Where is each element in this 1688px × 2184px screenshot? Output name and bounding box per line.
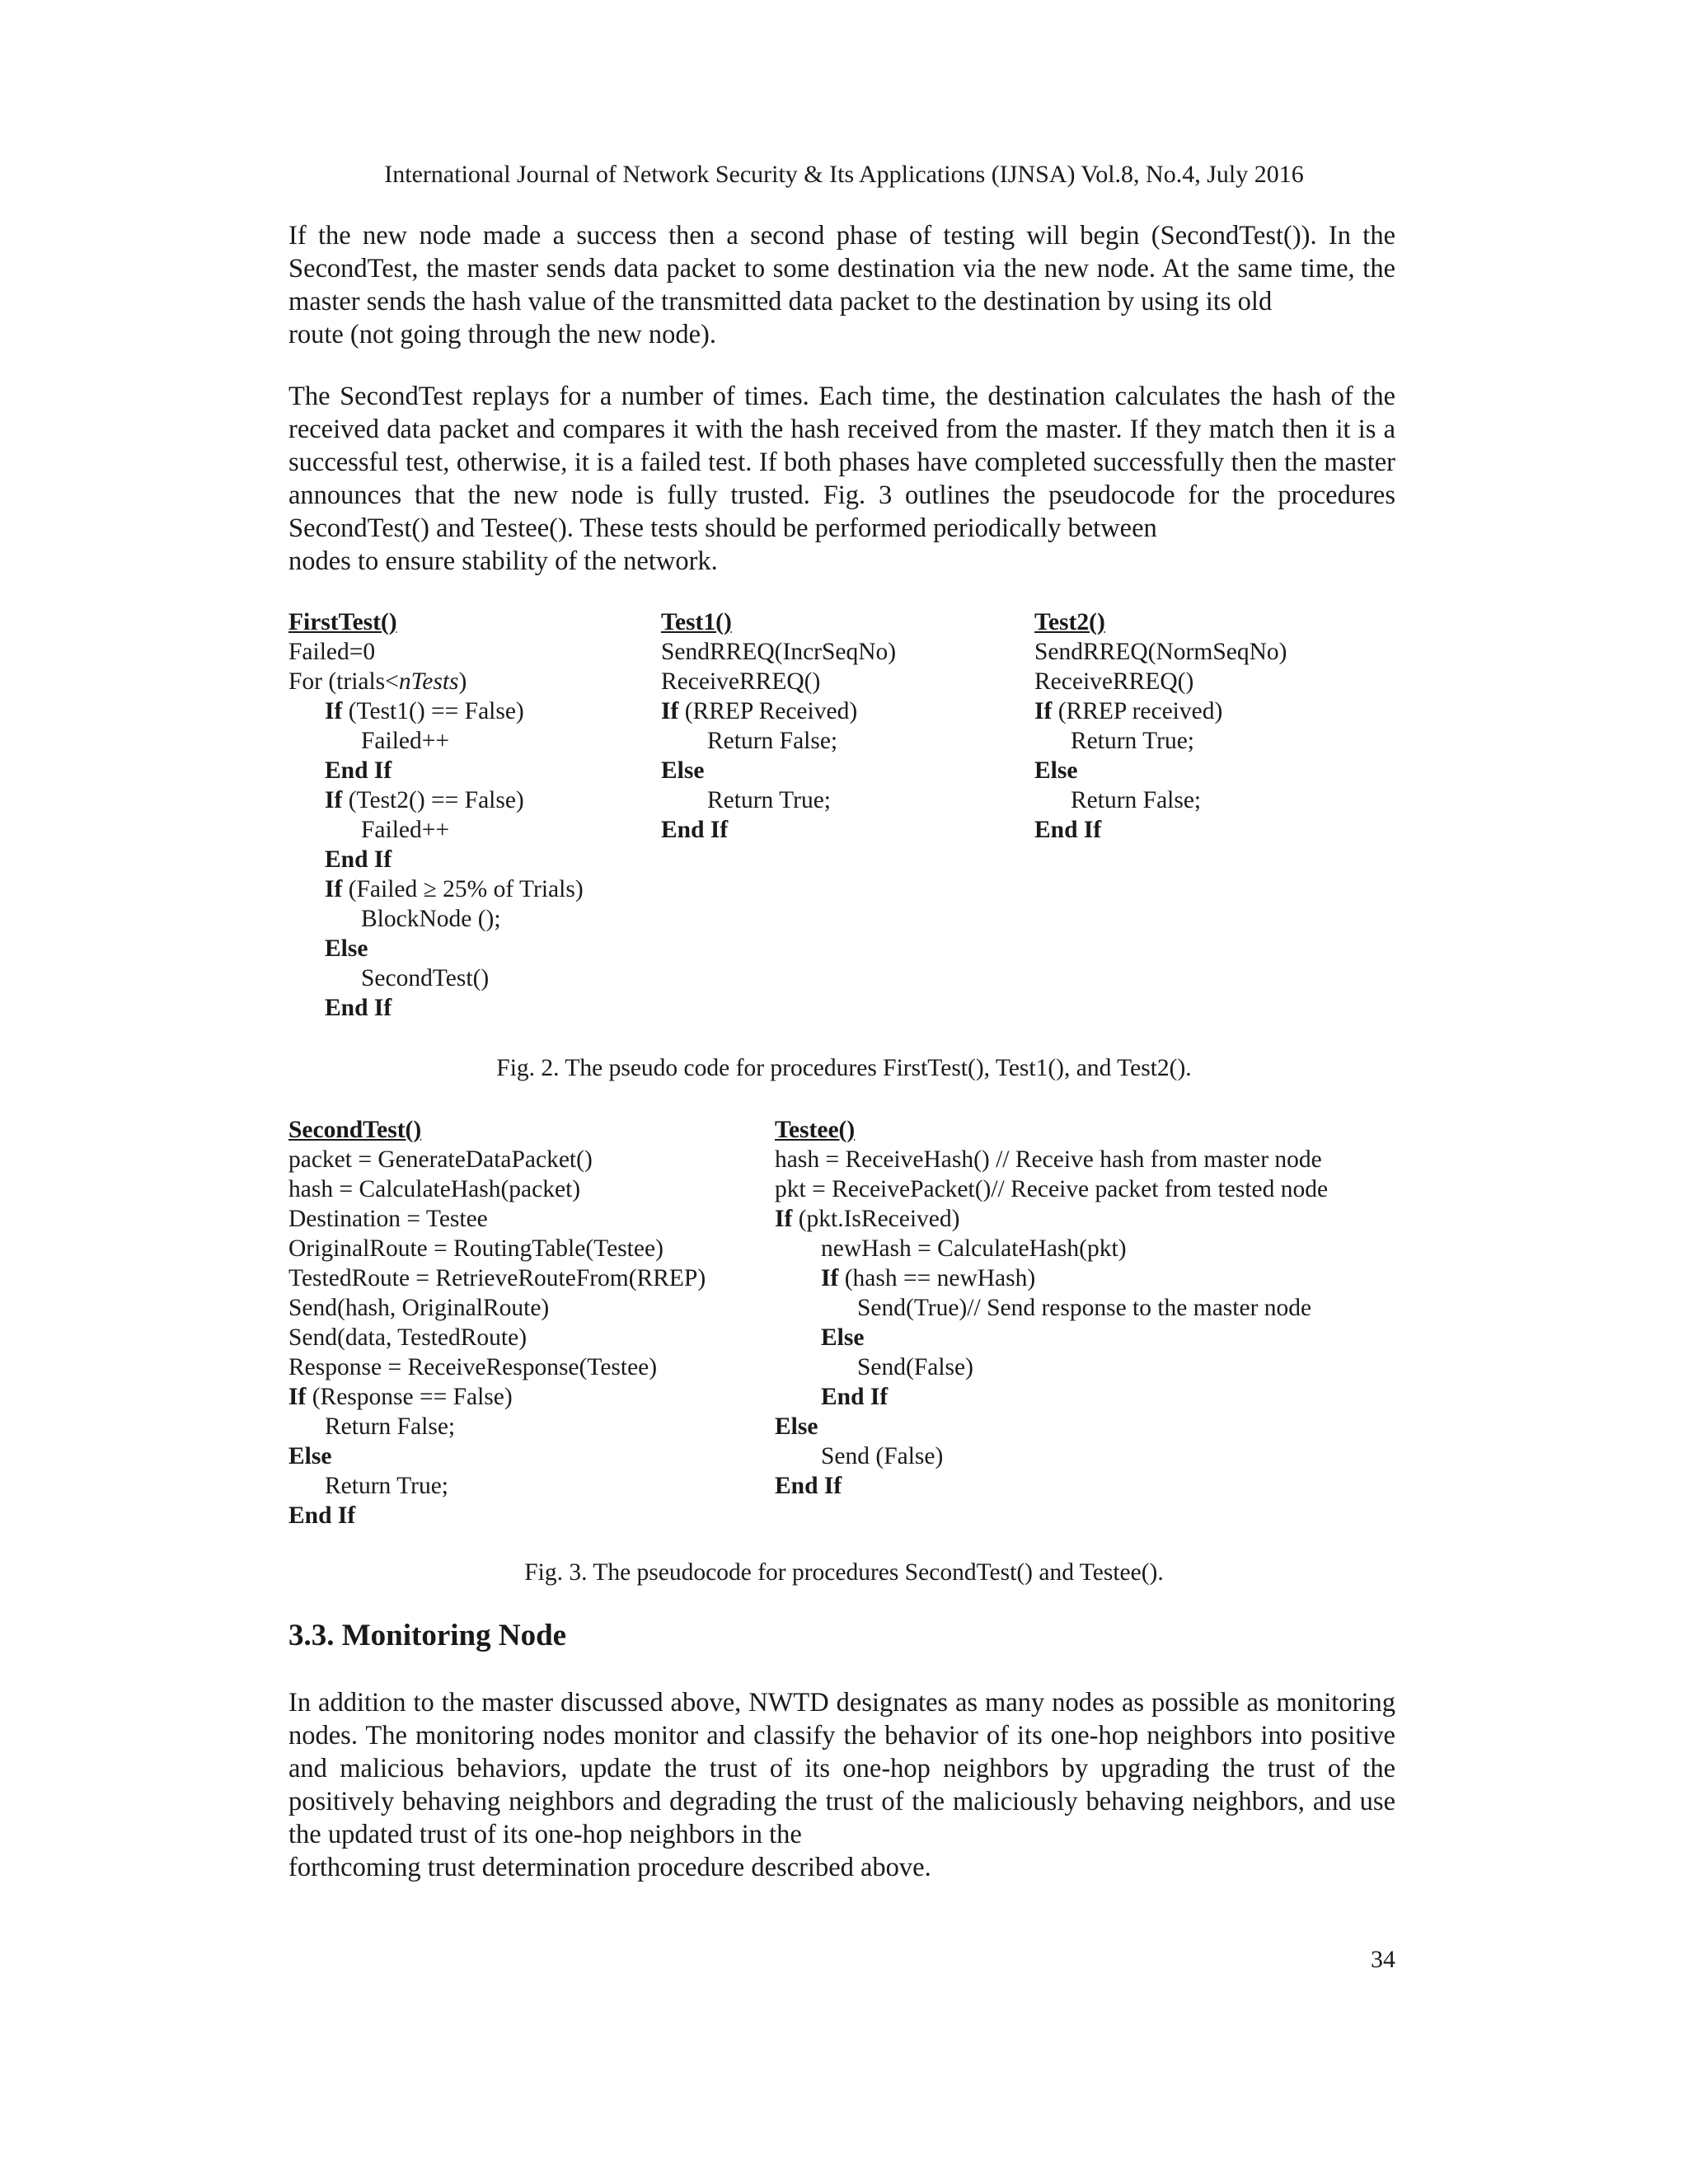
- test2-pseudocode: [1034, 607, 1287, 845]
- paragraph-text: If the new node made a success then a second phase of testing will begin (SecondTest()). In the SecondTest, the master sends data packet to some destination via the new node. At the same time, the master sends the hash value of the transmitted data packet to the destination by using its old: [288, 221, 1395, 316]
- code-line: Return False;: [707, 728, 838, 754]
- code-line: SendRREQ(IncrSeqNo): [661, 639, 897, 665]
- code-line: [288, 1382, 706, 1412]
- code-line: newHash = CalculateHash(pkt): [821, 1235, 1127, 1262]
- code-line: Failed=0: [288, 639, 376, 665]
- code-text: (Response == False): [306, 1384, 513, 1410]
- code-keyword: If: [821, 1265, 839, 1291]
- code-keyword: End If: [288, 1502, 356, 1529]
- code-title: Test2(): [1034, 609, 1105, 635]
- code-title: Testee(): [775, 1117, 856, 1143]
- code-line: TestedRoute = RetrieveRouteFrom(RREP): [288, 1265, 706, 1291]
- code-line: Send(True)// Send response to the master node: [857, 1295, 1312, 1321]
- code-line: OriginalRoute = RoutingTable(Testee): [288, 1235, 663, 1262]
- paragraph-monitoring-nodes: [288, 1686, 1395, 1884]
- code-line: Send(data, TestedRoute): [288, 1324, 528, 1351]
- code-line: ReceiveRREQ(): [1034, 668, 1194, 695]
- code-keyword: End If: [325, 757, 392, 784]
- code-line: SendRREQ(NormSeqNo): [1034, 639, 1287, 665]
- code-keyword: Else: [288, 1443, 332, 1469]
- code-line: pkt = ReceivePacket()// Receive packet from tested node: [775, 1176, 1329, 1202]
- firsttest-pseudocode: [288, 607, 584, 1023]
- code-keyword: End If: [325, 995, 392, 1021]
- section-heading: 3.3. Monitoring Node: [288, 1619, 567, 1652]
- code-line: Send (False): [821, 1443, 944, 1469]
- code-line: Return True;: [707, 787, 831, 813]
- code-keyword: Else: [661, 757, 705, 784]
- code-keyword: End If: [1034, 817, 1102, 843]
- code-line: [288, 785, 584, 815]
- code-line: packet = GenerateDataPacket(): [288, 1146, 593, 1173]
- paragraph-text: In addition to the master discussed above, NWTD designates as many nodes as possible as monitoring nodes. The monitoring nodes monitor and classify the behavior of its one-hop neighbors into positive and malicious behaviors, update the trust of its one-hop neighbors by upgrading the trust of the positively behaving neighbors and degrading the trust of the maliciously behaving neighbors, and use the updated trust of its one-hop neighbors in the: [288, 1688, 1395, 1849]
- code-keyword: End If: [775, 1473, 842, 1499]
- figure-2-caption: Fig. 2. The pseudo code for procedures FirstTest(), Test1(), and Test2().: [496, 1055, 1192, 1081]
- code-line: Response = ReceiveResponse(Testee): [288, 1354, 658, 1380]
- code-line: [1034, 696, 1287, 726]
- code-line: Destination = Testee: [288, 1206, 488, 1232]
- code-keyword: Else: [821, 1324, 865, 1351]
- paragraph-last-line: route (not going through the new node).: [288, 320, 716, 349]
- code-line: Return False;: [325, 1413, 456, 1440]
- code-text: (RREP received): [1052, 698, 1223, 724]
- code-line: [288, 667, 584, 696]
- code-keyword: If: [325, 876, 343, 902]
- paragraph-text: The SecondTest replays for a number of times. Each time, the destination calculates the hash of the received data packet and compares it with the hash received from the master. If they match then it is a successful test, otherwise, it is a failed test. If both phases have completed successfully then the master announces that the new node is fully trusted. Fig. 3 outlines the pseudocode for the procedures SecondTest() and Testee(). These tests should be performed periodically between: [288, 382, 1395, 543]
- code-keyword: If: [288, 1384, 307, 1410]
- code-line: [775, 1204, 1328, 1234]
- code-line: Failed++: [361, 728, 450, 754]
- code-line: hash = CalculateHash(packet): [288, 1176, 581, 1202]
- page-number: 34: [1371, 1946, 1395, 1973]
- code-line: [288, 696, 584, 726]
- code-line: Send(hash, OriginalRoute): [288, 1295, 550, 1321]
- running-header: International Journal of Network Security & Its Applications (IJNSA) Vol.8, No.4, July 2016: [384, 161, 1304, 188]
- paragraph-last-line: forthcoming trust determination procedure described above.: [288, 1853, 931, 1882]
- code-keyword: Else: [1034, 757, 1078, 784]
- paragraph-secondtest-replays: [288, 380, 1395, 578]
- code-text: For (trials<: [288, 668, 399, 695]
- code-keyword: Else: [775, 1413, 818, 1440]
- code-text: (pkt.IsReceived): [792, 1206, 960, 1232]
- code-line: SecondTest(): [361, 965, 490, 991]
- figure-3-caption: Fig. 3. The pseudocode for procedures SecondTest() and Testee().: [524, 1559, 1164, 1586]
- code-line: [775, 1263, 1328, 1293]
- code-text: (Test2() == False): [342, 787, 524, 813]
- paragraph-second-phase: [288, 219, 1395, 351]
- code-line: Send(False): [857, 1354, 973, 1380]
- code-keyword: If: [325, 787, 343, 813]
- code-keyword: If: [775, 1206, 793, 1232]
- paragraph-last-line: nodes to ensure stability of the network.: [288, 546, 718, 576]
- code-keyword: If: [661, 698, 679, 724]
- code-text: (Test1() == False): [342, 698, 524, 724]
- code-line: Return True;: [325, 1473, 448, 1499]
- code-keyword: If: [1034, 698, 1053, 724]
- code-title: FirstTest(): [288, 609, 397, 635]
- code-keyword: End If: [821, 1384, 889, 1410]
- code-keyword: End If: [325, 846, 392, 873]
- code-line: hash = ReceiveHash() // Receive hash from master node: [775, 1146, 1322, 1173]
- code-title: Test1(): [661, 609, 732, 635]
- testee-pseudocode: [775, 1115, 1328, 1501]
- code-line: Return False;: [1071, 787, 1202, 813]
- code-text: (Failed ≥ 25% of Trials): [342, 876, 584, 902]
- code-line: Failed++: [361, 817, 450, 843]
- code-line: Return True;: [1071, 728, 1194, 754]
- code-text: (RREP Received): [678, 698, 858, 724]
- code-keyword: If: [325, 698, 343, 724]
- code-line: BlockNode ();: [361, 906, 501, 932]
- code-variable: nTests: [398, 668, 459, 695]
- code-keyword: Else: [325, 935, 368, 962]
- code-text: ): [458, 668, 467, 695]
- code-line: ReceiveRREQ(): [661, 668, 821, 695]
- secondtest-pseudocode: [288, 1115, 706, 1530]
- code-line: [288, 874, 584, 904]
- code-keyword: End If: [661, 817, 729, 843]
- code-title: SecondTest(): [288, 1117, 422, 1143]
- code-text: (hash == newHash): [838, 1265, 1036, 1291]
- test1-pseudocode: [661, 607, 896, 845]
- code-line: [661, 696, 896, 726]
